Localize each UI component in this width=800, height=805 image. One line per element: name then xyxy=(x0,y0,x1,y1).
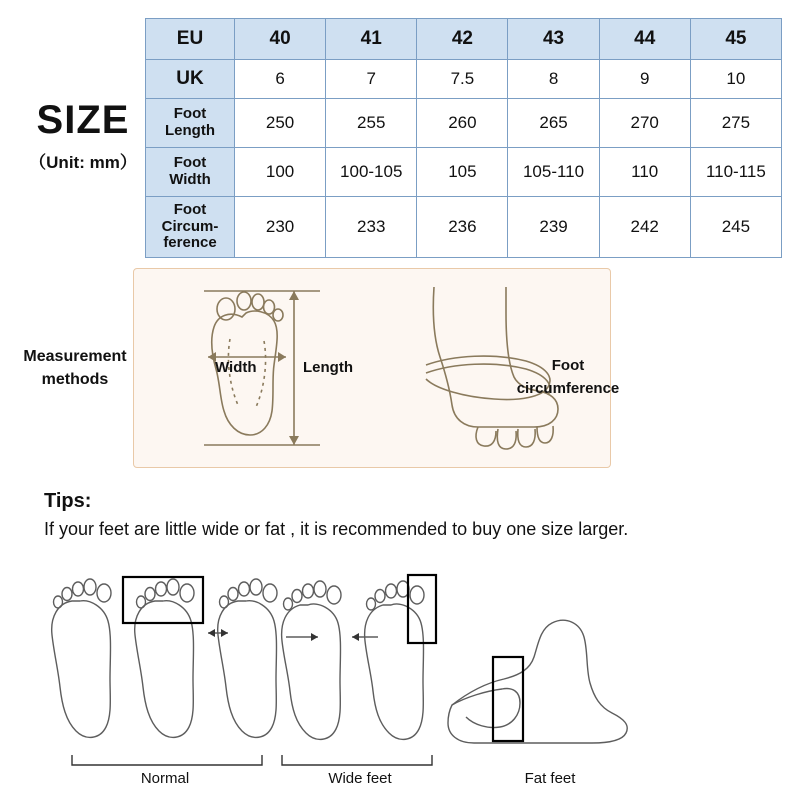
cell-uk-44: 9 xyxy=(599,60,690,99)
measurement-label-line2: methods xyxy=(41,371,109,389)
cell-width-42: 105 xyxy=(417,148,508,197)
unit-label: （Unit: mm） xyxy=(29,153,137,172)
row-header-line1: Foot xyxy=(173,154,207,172)
row-header-line1: Foot xyxy=(173,105,207,123)
cell-uk-41: 7 xyxy=(326,60,417,99)
cell-width-43: 105-110 xyxy=(508,148,599,197)
cell-circ-40: 230 xyxy=(235,197,326,258)
table-row xyxy=(146,60,782,99)
cell-width-45: 110-115 xyxy=(690,148,781,197)
cell-eu-40: 40 xyxy=(235,19,326,60)
table-row xyxy=(146,197,782,258)
cell-uk-40: 6 xyxy=(235,60,326,99)
foot-circumference-label xyxy=(508,355,628,400)
caption-fat-feet: Fat feet xyxy=(524,770,576,787)
row-header-line2: Circum- xyxy=(161,217,219,235)
row-header-uk: UK xyxy=(146,60,235,99)
cell-eu-42: 42 xyxy=(417,19,508,60)
row-header-foot-width xyxy=(146,148,235,197)
row-header-eu: EU xyxy=(146,19,235,60)
table-row xyxy=(146,19,782,60)
cell-width-40: 100 xyxy=(235,148,326,197)
length-label: Length xyxy=(303,359,353,376)
cell-width-44: 110 xyxy=(599,148,690,197)
row-header-line1: Foot xyxy=(173,200,207,218)
cell-circ-42: 236 xyxy=(417,197,508,258)
cell-eu-45: 45 xyxy=(690,19,781,60)
row-header-line2: Width xyxy=(169,171,211,188)
tips-body: If your feet are little wide or fat , it is recommended to buy one size larger. xyxy=(44,519,629,539)
foot-circumference-line2: circumference xyxy=(516,379,620,397)
caption-wide-feet: Wide feet xyxy=(328,770,392,787)
row-header-foot-circumference xyxy=(146,197,235,258)
row-header-line3: ference xyxy=(163,234,217,252)
table-row xyxy=(146,148,782,197)
feet-illustrations xyxy=(0,565,800,800)
row-header-line2: Length xyxy=(165,122,215,139)
width-label: Width xyxy=(215,359,257,376)
cell-length-43: 265 xyxy=(508,99,599,148)
table-row xyxy=(146,99,782,148)
cell-eu-41: 41 xyxy=(326,19,417,60)
cell-circ-43: 239 xyxy=(508,197,599,258)
cell-circ-45: 245 xyxy=(690,197,781,258)
cell-length-44: 270 xyxy=(599,99,690,148)
cell-circ-41: 233 xyxy=(326,197,417,258)
cell-length-40: 250 xyxy=(235,99,326,148)
cell-uk-45: 10 xyxy=(690,60,781,99)
size-table-container xyxy=(145,18,782,258)
foot-circumference-line1: Foot xyxy=(551,357,585,374)
cell-length-41: 255 xyxy=(326,99,417,148)
cell-eu-43: 43 xyxy=(508,19,599,60)
cell-circ-44: 242 xyxy=(599,197,690,258)
cell-eu-44: 44 xyxy=(599,19,690,60)
measurement-label-line1: Measurement xyxy=(23,348,127,365)
cell-uk-42: 7.5 xyxy=(417,60,508,99)
tips-title: Tips: xyxy=(44,490,92,512)
cell-uk-43: 8 xyxy=(508,60,599,99)
feet-diagram-svg xyxy=(0,565,800,800)
page-title: SIZE xyxy=(36,98,130,142)
size-chart-table xyxy=(145,18,782,258)
row-header-foot-length xyxy=(146,99,235,148)
measurement-methods-label xyxy=(10,345,140,391)
size-label-block xyxy=(18,100,148,173)
caption-normal: Normal xyxy=(140,770,190,787)
cell-length-45: 275 xyxy=(690,99,781,148)
cell-length-42: 260 xyxy=(417,99,508,148)
cell-width-41: 100-105 xyxy=(326,148,417,197)
